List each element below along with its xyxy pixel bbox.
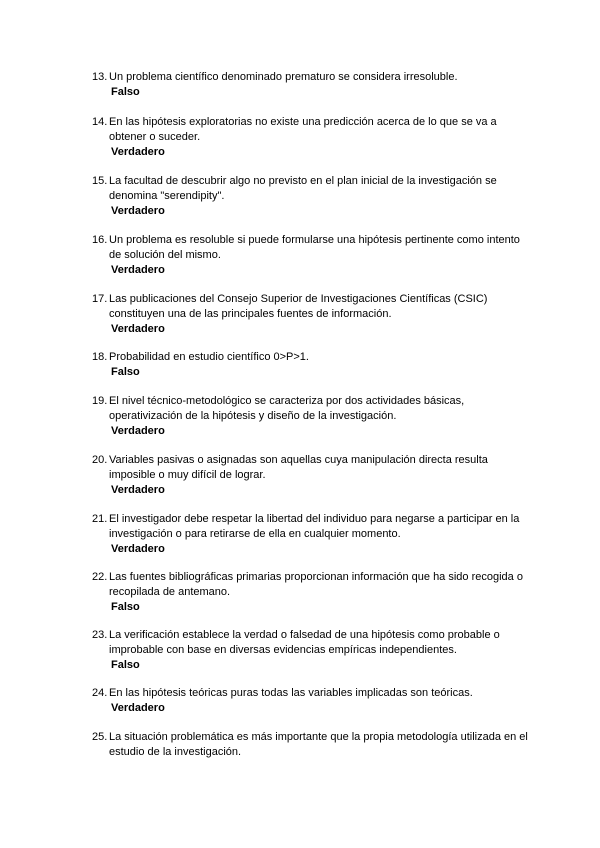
item-answer: Verdadero (111, 264, 165, 276)
item-number: 14. (92, 116, 108, 128)
item-answer: Falso (111, 366, 140, 378)
item-number: 20. (92, 454, 108, 466)
item-answer: Verdadero (111, 323, 165, 335)
item-question: La verificación establece la verdad o falsedad de una hipótesis como probable o improbable con base en diversas evidencias empíricas independientes. (109, 629, 500, 656)
item-number: 19. (92, 395, 108, 407)
list-item (92, 174, 532, 219)
item-number: 23. (92, 629, 108, 641)
item-question: En las hipótesis exploratorias no existe una predicción acerca de lo que se va a obtener o suceder. (109, 116, 497, 143)
item-question: Variables pasivas o asignadas son aquellas cuya manipulación directa resulta imposible o muy difícil de lograr. (109, 454, 488, 481)
item-number: 17. (92, 293, 108, 305)
list-item (92, 730, 532, 760)
item-answer: Verdadero (111, 205, 165, 217)
item-number: 21. (92, 513, 108, 525)
item-question: En las hipótesis teóricas puras todas las variables implicadas son teóricas. (109, 687, 473, 699)
list-item (92, 512, 532, 557)
item-question: El investigador debe respetar la libertad del individuo para negarse a participar en la investigación o para retirarse de ella en cualquier momento. (109, 513, 520, 540)
item-question: Probabilidad en estudio científico 0>P>1. (109, 351, 309, 363)
item-number: 18. (92, 351, 108, 363)
list-item (92, 628, 532, 673)
list-item (92, 453, 532, 498)
item-number: 16. (92, 234, 108, 246)
item-number: 22. (92, 571, 108, 583)
item-answer: Falso (111, 659, 140, 671)
item-question: Las fuentes bibliográficas primarias proporcionan información que ha sido recogida o recopilada de antemano. (109, 571, 523, 598)
item-question: La facultad de descubrir algo no previsto en el plan inicial de la investigación se denomina "serendipity". (109, 175, 497, 202)
item-question: Las publicaciones del Consejo Superior de Investigaciones Científicas (CSIC) constituyen una de las principales fuentes de información. (109, 293, 488, 320)
list-item (92, 686, 532, 716)
item-answer: Verdadero (111, 484, 165, 496)
list-item (92, 292, 532, 337)
item-number: 15. (92, 175, 108, 187)
item-question: La situación problemática es más importante que la propia metodología utilizada en el estudio de la investigación. (109, 731, 528, 758)
item-question: Un problema científico denominado prematuro se considera irresoluble. (109, 71, 458, 83)
list-item (92, 115, 532, 160)
item-answer: Verdadero (111, 425, 165, 437)
item-number: 25. (92, 731, 108, 743)
item-answer: Falso (111, 86, 140, 98)
item-answer: Falso (111, 601, 140, 613)
list-item (92, 70, 532, 100)
list-item (92, 233, 532, 278)
item-question: Un problema es resoluble si puede formularse una hipótesis pertinente como intento de solución del mismo. (109, 234, 520, 261)
item-number: 24. (92, 687, 108, 699)
item-answer: Verdadero (111, 543, 165, 555)
item-answer: Verdadero (111, 702, 165, 714)
item-number: 13. (92, 71, 108, 83)
list-item (92, 570, 532, 615)
list-item (92, 350, 532, 380)
list-item (92, 394, 532, 439)
item-question: El nivel técnico-metodológico se caracteriza por dos actividades básicas, operativización de la hipótesis y diseño de la investigación. (109, 395, 465, 422)
item-answer: Verdadero (111, 146, 165, 158)
